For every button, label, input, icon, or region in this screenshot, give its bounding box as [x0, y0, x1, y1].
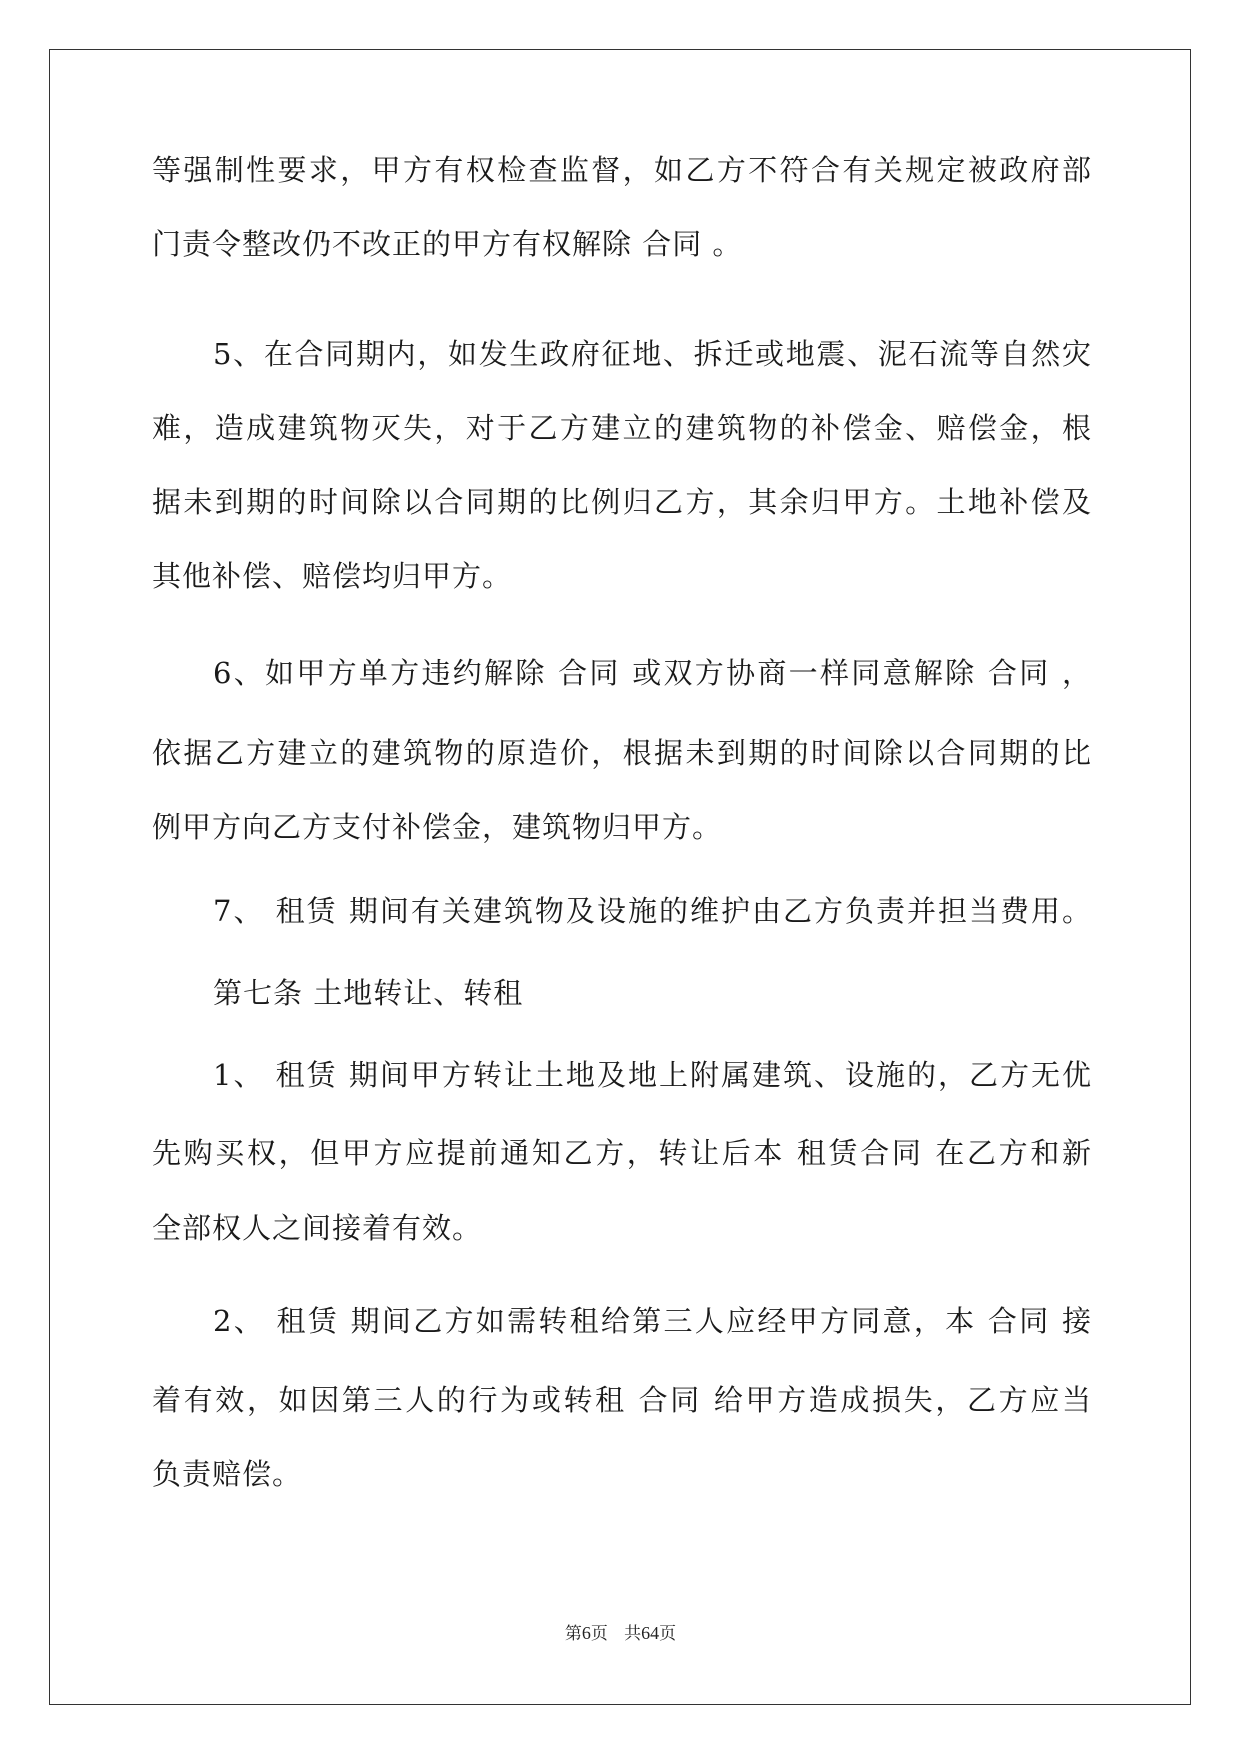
text-line: 等强制性要求，甲方有权检查监督，如乙方不符合有关规定被政府部 — [152, 153, 1092, 187]
text-line: 2、 租赁 期间乙方如需转租给第三人应经甲方同意，本 合同 接 — [213, 1304, 1092, 1338]
text-line: 据未到期的时间除以合同期的比例归乙方，其余归甲方。土地补偿及 — [152, 485, 1092, 519]
footer-total-suffix: 页 — [659, 1624, 677, 1644]
footer-total-number: 64 — [641, 1623, 660, 1643]
text-line: 先购买权，但甲方应提前通知乙方，转让后本 租赁合同 在乙方和新 — [152, 1136, 1092, 1170]
text-line: 着有效，如因第三人的行为或转租 合同 给甲方造成损失，乙方应当 — [152, 1383, 1092, 1417]
text-line: 例甲方向乙方支付补偿金，建筑物归甲方。 — [152, 810, 723, 844]
footer-page-number: 6 — [581, 1623, 591, 1643]
page-footer — [0, 1621, 1241, 1646]
footer-page-prefix: 第 — [564, 1624, 582, 1644]
text-line: 其他补偿、赔偿均归甲方。 — [152, 559, 513, 593]
text-line: 5、在合同期内，如发生政府征地、拆迁或地震、泥石流等自然灾 — [213, 337, 1092, 371]
text-line: 全部权人之间接着有效。 — [152, 1211, 483, 1245]
text-line: 6、如甲方单方违约解除 合同 或双方协商一样同意解除 合同 ， — [213, 656, 1092, 690]
footer-total-prefix: 共 — [624, 1624, 642, 1644]
text-line: 负责赔偿。 — [152, 1457, 303, 1491]
section-heading: 第七条 土地转让、转租 — [213, 976, 524, 1010]
text-line: 依据乙方建立的建筑物的原造价，根据未到期的时间除以合同期的比 — [152, 736, 1092, 770]
text-line: 难，造成建筑物灭失，对于乙方建立的建筑物的补偿金、赔偿金，根 — [152, 411, 1092, 445]
footer-page-suffix: 页 — [590, 1624, 608, 1644]
text-line: 门责令整改仍不改正的甲方有权解除 合同 。 — [152, 227, 743, 261]
text-line: 1、 租赁 期间甲方转让土地及地上附属建筑、设施的，乙方无优 — [213, 1058, 1092, 1092]
text-line: 7、 租赁 期间有关建筑物及设施的维护由乙方负责并担当费用。 — [213, 894, 1092, 928]
